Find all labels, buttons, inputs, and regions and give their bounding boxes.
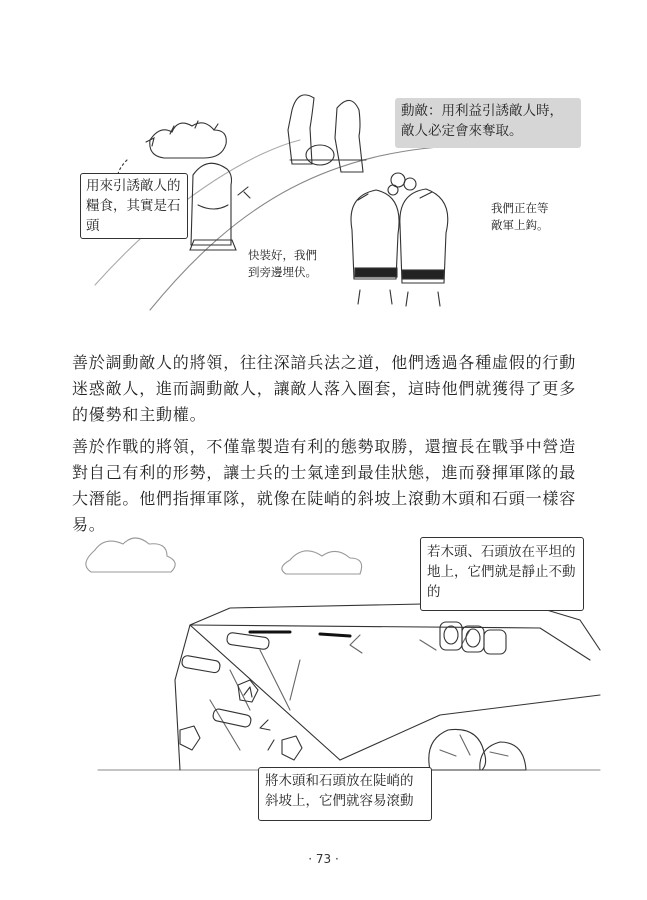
lure-callout-text: 動敵：用利益引誘敵人時，敵人必定會來奪取。 <box>401 103 563 139</box>
paragraph-2: 善於作戰的將領，不僅靠製造有利的態勢取勝，還擅長在戰爭中營造對自己有利的形勢，讓士兵的士氣達到最佳狀態，進而發揮軍隊的最大潛能。他們指揮軍隊，就像在陡峭的斜坡上滾動木頭和石頭一樣容易。 <box>72 437 577 534</box>
page-number: · 73 · <box>308 852 339 866</box>
hide-speech-text: 快裝好，我們到旁邊埋伏。 <box>248 248 317 279</box>
bait-callout <box>80 173 188 239</box>
flat-ground-callout <box>420 537 584 611</box>
wait-speech-text: 我們正在等敵軍上鈎。 <box>491 201 549 232</box>
hide-speech-bubble <box>248 247 318 281</box>
body-text <box>72 350 580 538</box>
bottom-illustration <box>0 530 647 840</box>
steep-slope-callout <box>258 767 432 821</box>
wait-speech-bubble <box>491 200 559 234</box>
top-illustration <box>0 0 647 330</box>
bait-callout-text: 用來引誘敵人的糧食，其實是石頭 <box>86 178 181 234</box>
steep-slope-callout-text: 將木頭和石頭放在陡峭的斜坡上，它們就容易滾動 <box>265 773 414 809</box>
paragraph-1: 善於調動敵人的將領，往往深諳兵法之道，他們透過各種虛假的行動迷惑敵人，進而調動敵人，讓敵人落入圈套，這時他們就獲得了更多的優勢和主動權。 <box>72 353 577 424</box>
soldiers-ambush-drawing <box>0 0 647 330</box>
flat-ground-callout-text: 若木頭、石頭放在平坦的地上，它們就是靜止不動的 <box>427 544 576 600</box>
lure-callout <box>395 98 581 148</box>
